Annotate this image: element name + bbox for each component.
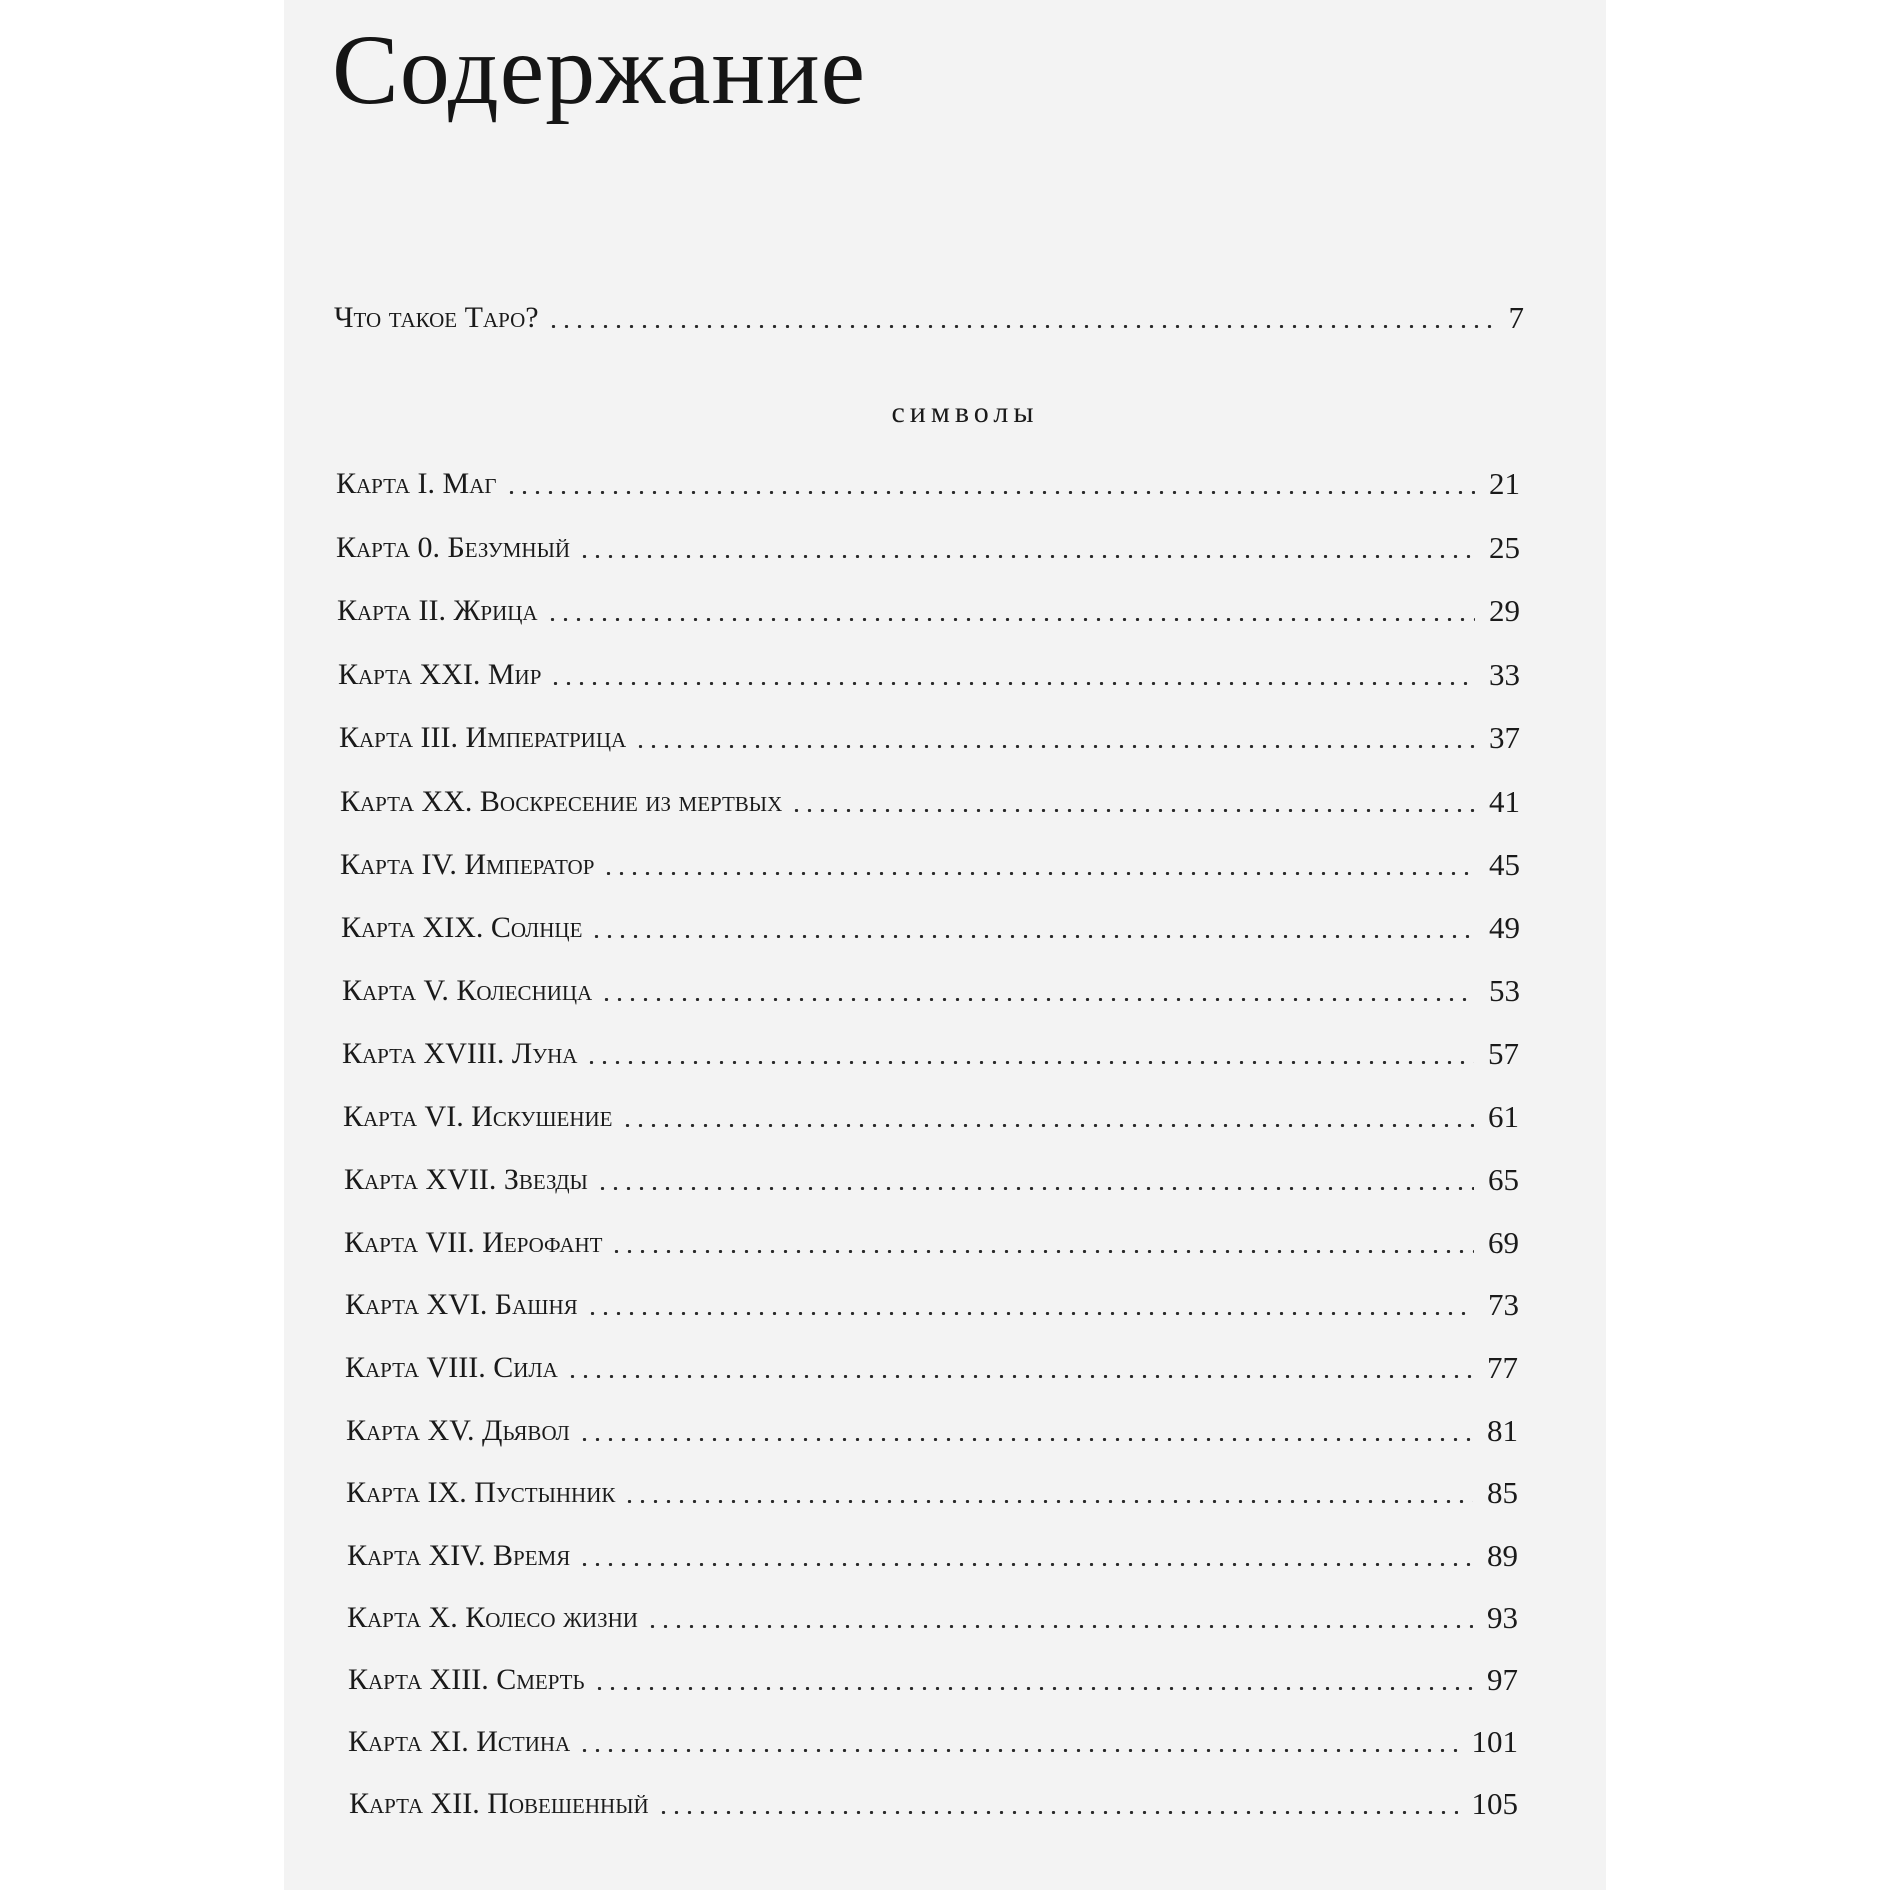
dot-leader — [646, 1625, 1473, 1628]
toc-entry[interactable] — [336, 526, 1520, 570]
dot-leader — [578, 1749, 1457, 1752]
toc-entry-page: 29 — [1489, 593, 1520, 628]
toc-entry[interactable] — [342, 969, 1520, 1013]
toc-entry-page: 37 — [1489, 720, 1520, 755]
dot-leader — [566, 1375, 1473, 1378]
dot-leader — [549, 682, 1475, 685]
toc-entry[interactable] — [341, 906, 1520, 950]
dot-leader — [621, 1124, 1474, 1127]
toc-entry-title: Что такое Таро? — [334, 301, 539, 334]
toc-entry-title: Карта I. Маг — [336, 467, 497, 500]
dot-leader — [585, 1061, 1474, 1064]
toc-entry-title: Карта XI. Истина — [348, 1725, 571, 1758]
toc-entry-page: 77 — [1487, 1350, 1518, 1385]
toc-entry-page: 65 — [1488, 1162, 1519, 1197]
toc-entry-title: Карта XIX. Солнце — [341, 911, 583, 944]
toc-entry-title: Карта III. Императрица — [339, 721, 627, 754]
toc-entry-page: 57 — [1488, 1036, 1519, 1071]
toc-entry-page: 105 — [1471, 1786, 1518, 1821]
toc-entry-page: 61 — [1488, 1099, 1519, 1134]
toc-entry[interactable] — [338, 653, 1520, 697]
dot-leader — [578, 1438, 1473, 1441]
toc-entry[interactable] — [349, 1782, 1518, 1826]
toc-entry-title: Карта XIII. Смерть — [348, 1663, 585, 1696]
dot-leader — [623, 1500, 1473, 1503]
toc-entry-title: Карта II. Жрица — [337, 594, 538, 627]
dot-leader — [578, 1563, 1473, 1566]
toc-entry-title: Карта XX. Воскресение из мертвых — [340, 785, 783, 818]
toc-entry[interactable] — [344, 1221, 1519, 1265]
toc-entry-title: Карта XIV. Время — [347, 1539, 571, 1572]
toc-entry-title: Карта V. Колесница — [342, 974, 593, 1007]
toc-entry[interactable] — [336, 462, 1520, 506]
toc-entry[interactable] — [343, 1095, 1519, 1139]
toc-entry[interactable] — [337, 589, 1520, 633]
book-page — [284, 0, 1606, 1890]
toc-entry-page: 7 — [1508, 300, 1524, 335]
toc-entry[interactable] — [346, 1471, 1518, 1515]
toc-entry[interactable] — [348, 1720, 1518, 1764]
toc-entry-title: Карта XV. Дьявол — [346, 1414, 570, 1447]
toc-entry[interactable] — [347, 1534, 1518, 1578]
toc-entry-page: 81 — [1487, 1413, 1518, 1448]
dot-leader — [578, 555, 1475, 558]
toc-entry-page: 97 — [1487, 1662, 1518, 1697]
toc-entry-title: Карта XII. Повешенный — [349, 1787, 649, 1820]
dot-leader — [790, 809, 1475, 812]
toc-entry-title: Карта IX. Пустынник — [346, 1476, 616, 1509]
toc-entry[interactable] — [344, 1158, 1519, 1202]
section-heading: символы — [891, 396, 1039, 429]
dot-leader — [546, 618, 1475, 621]
toc-entry-title: Карта VII. Иерофант — [344, 1226, 603, 1259]
toc-entry-title: Карта IV. Император — [340, 848, 595, 881]
dot-leader — [547, 325, 1495, 328]
toc-entry-page: 33 — [1489, 657, 1520, 692]
toc-entry[interactable] — [339, 716, 1520, 760]
page-title: Содержание — [332, 14, 866, 125]
dot-leader — [634, 745, 1475, 748]
toc-entry[interactable] — [345, 1346, 1518, 1390]
toc-entry-page: 69 — [1488, 1225, 1519, 1260]
toc-entry-title: Карта VI. Искушение — [343, 1100, 613, 1133]
toc-entry-page: 73 — [1488, 1287, 1519, 1322]
toc-entry-title: Карта VIII. Сила — [345, 1351, 558, 1384]
toc-entry-page: 25 — [1489, 530, 1520, 565]
toc-entry-title: Карта XXI. Мир — [338, 658, 542, 691]
toc-entry[interactable] — [345, 1283, 1519, 1327]
dot-leader — [505, 491, 1475, 494]
toc-entry-title: Карта XVII. Звезды — [344, 1163, 588, 1196]
toc-entry-title: Карта 0. Безумный — [336, 531, 571, 564]
toc-entry-page: 53 — [1489, 973, 1520, 1008]
toc-intro-entry[interactable] — [334, 296, 1524, 340]
toc-entry[interactable] — [340, 780, 1520, 824]
dot-leader — [602, 872, 1475, 875]
toc-entry-page: 49 — [1489, 910, 1520, 945]
dot-leader — [596, 1187, 1474, 1190]
toc-entry-page: 101 — [1471, 1724, 1518, 1759]
toc-entry[interactable] — [342, 1032, 1519, 1076]
toc-entry-page: 93 — [1487, 1600, 1518, 1635]
dot-leader — [657, 1811, 1458, 1814]
toc-entry[interactable] — [346, 1409, 1518, 1453]
dot-leader — [600, 998, 1475, 1001]
toc-entry-title: Карта XVIII. Луна — [342, 1037, 578, 1070]
toc-entry-title: Карта X. Колесо жизни — [347, 1601, 638, 1634]
dot-leader — [590, 935, 1475, 938]
toc-entry-page: 21 — [1489, 466, 1520, 501]
toc-entry-page: 45 — [1489, 847, 1520, 882]
dot-leader — [610, 1250, 1474, 1253]
dot-leader — [586, 1312, 1474, 1315]
toc-entry[interactable] — [340, 843, 1520, 887]
toc-entry[interactable] — [348, 1658, 1518, 1702]
toc-entry-title: Карта XVI. Башня — [345, 1288, 578, 1321]
dot-leader — [593, 1687, 1473, 1690]
toc-entry-page: 85 — [1487, 1475, 1518, 1510]
toc-entry-page: 41 — [1489, 784, 1520, 819]
toc-entry[interactable] — [347, 1596, 1518, 1640]
toc-entry-page: 89 — [1487, 1538, 1518, 1573]
